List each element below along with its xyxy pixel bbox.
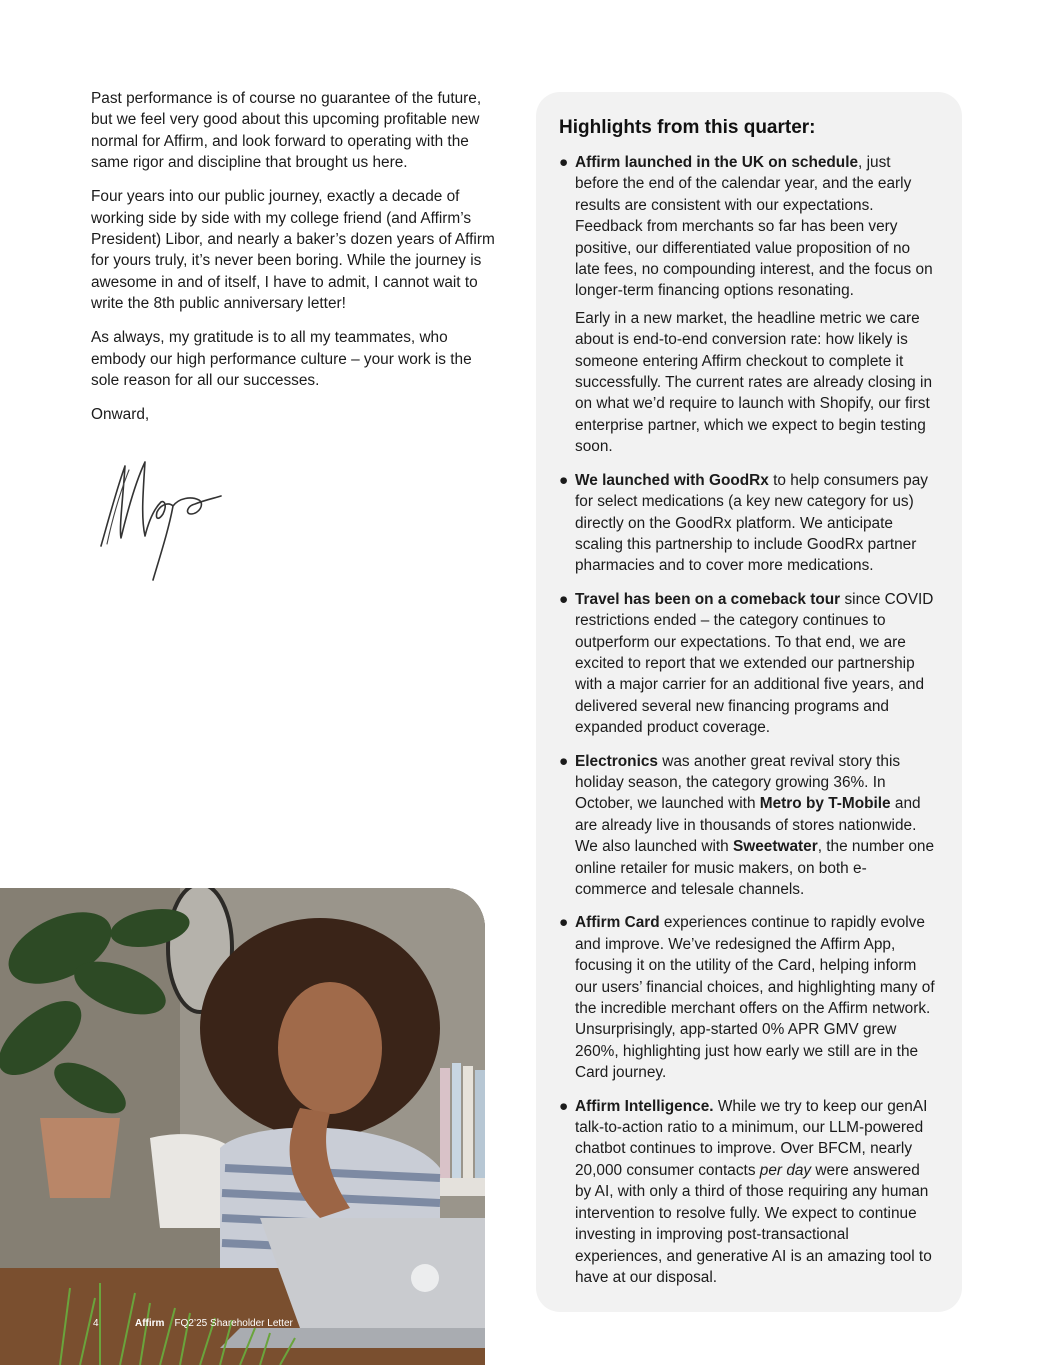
letter-paragraph: As always, my gratitude is to all my teammates, who embody our high performance culture – your work is the sole reason for all our successes. <box>91 329 472 390</box>
bullet-icon: ● <box>559 914 569 932</box>
highlights-panel <box>536 92 962 1312</box>
signature-drawing <box>95 458 230 583</box>
highlight-heading: Electronics <box>575 752 658 770</box>
letter-closing: Onward, <box>91 406 150 424</box>
page-footer <box>93 1318 293 1329</box>
bullet-icon: ● <box>559 752 569 770</box>
highlight-item <box>559 470 938 577</box>
bullet-icon: ● <box>559 154 569 171</box>
highlight-item <box>559 751 938 901</box>
highlight-item <box>559 589 938 739</box>
highlight-text: were answered by AI, with only a third of those requiring any human intervention to resolve fully. We expect to continue investing in improving post-transactional experiences, and generative AI is an amazing tool to have at our disposal. <box>575 1161 932 1286</box>
photo-illustration <box>0 888 485 1365</box>
highlight-item <box>559 912 938 1083</box>
highlights-list <box>559 152 938 1288</box>
highlight-text: and are already live in thousands of stores nationwide. We also launched with <box>575 795 921 856</box>
letter-paragraph: Four years into our public journey, exactly a decade of working side by side with my college friend (and Affirm’s President) Libor, and nearly a baker’s dozen years of Affirm for yours truly, it’s never been boring. While the journey is awesome in and of itself, I have to admit, I cannot wait to write the 8th public anniversary letter! <box>91 188 495 313</box>
bullet-icon: ● <box>559 471 569 489</box>
highlight-text: was another great revival story this holiday season, the category growing 36%. In October, we launched with <box>575 752 901 813</box>
highlight-heading: We launched with GoodRx <box>575 471 769 489</box>
highlight-item <box>559 152 938 458</box>
highlight-text: to help consumers pay for select medications (a key new category for us) directly on the GoodRx platform. We anticipate scaling this partnership to include GoodRx partner pharmacies and to cover more medications. <box>575 471 928 575</box>
highlight-item <box>559 1096 938 1289</box>
highlight-text: , the number one online retailer for music makers, on both e-commerce and telesale channels. <box>575 838 935 898</box>
bullet-icon: ● <box>559 590 569 608</box>
page-number: 4 <box>93 1318 99 1329</box>
footer-doc-title: FQ2’25 Shareholder Letter <box>174 1318 293 1329</box>
highlights-title: Highlights from this quarter: <box>559 117 816 138</box>
highlight-bold-partner: Metro by T-Mobile <box>759 795 891 813</box>
highlight-bold-partner: Sweetwater <box>733 838 818 856</box>
footer-brand: Affirm <box>135 1318 165 1329</box>
bullet-icon: ● <box>559 1097 569 1115</box>
highlight-emphasis: per day <box>759 1161 812 1179</box>
highlight-extra-text: Early in a new market, the headline metric we care about is end-to-end conversion rate: how likely is someone entering Affirm checkout to complete it successfully. The current rates are already closing in on what we’d require to launch with Shopify, our first enterprise partner, which we expect to begin testing soon. <box>575 309 932 456</box>
highlight-heading: Affirm Card <box>575 914 660 932</box>
letter-paragraph: Past performance is of course no guarantee of the future, but we feel very good about this upcoming profitable new normal for Affirm, and look forward to operating with the same rigor and discipline that brought us here. <box>91 90 482 172</box>
signature <box>95 458 230 583</box>
highlight-text: experiences continue to rapidly evolve and improve. We’ve redesigned the Affirm App, focusing it on the utility of the Card, helping inform our users’ financial choices, and highlighting many of the incredible merchant offers on the Affirm network. Unsurprisingly, app-started 0% APR GMV grew 260%, highlighting just how early we still are in the Card journey. <box>575 914 935 1082</box>
highlight-text: While we try to keep our genAI talk-to-action ratio to a minimum, our LLM-powered chatbot continues to improve. Over BFCM, nearly 20,000 consumer contacts <box>575 1097 928 1179</box>
photo-woman-laptop <box>0 888 485 1365</box>
highlight-text: , just before the end of the calendar year, and the early results are consistent with our expectations. Feedback from merchants so far has been very positive, our differentiated value proposition of no late fees, no compounding interest, and the focus on longer-term financing options resonating. <box>575 154 933 300</box>
highlight-heading: Affirm launched in the UK on schedule <box>575 154 859 171</box>
highlight-heading: Travel has been on a comeback tour <box>575 590 841 608</box>
highlight-heading: Affirm Intelligence. <box>575 1097 714 1115</box>
letter-body <box>91 88 503 438</box>
highlight-text: since COVID restrictions ended – the category continues to outperform our expectations. To that end, we are excited to report that we extended our partnership with a major carrier for an additional five years, and delivered several new financing programs and expanded product coverage. <box>575 590 934 737</box>
